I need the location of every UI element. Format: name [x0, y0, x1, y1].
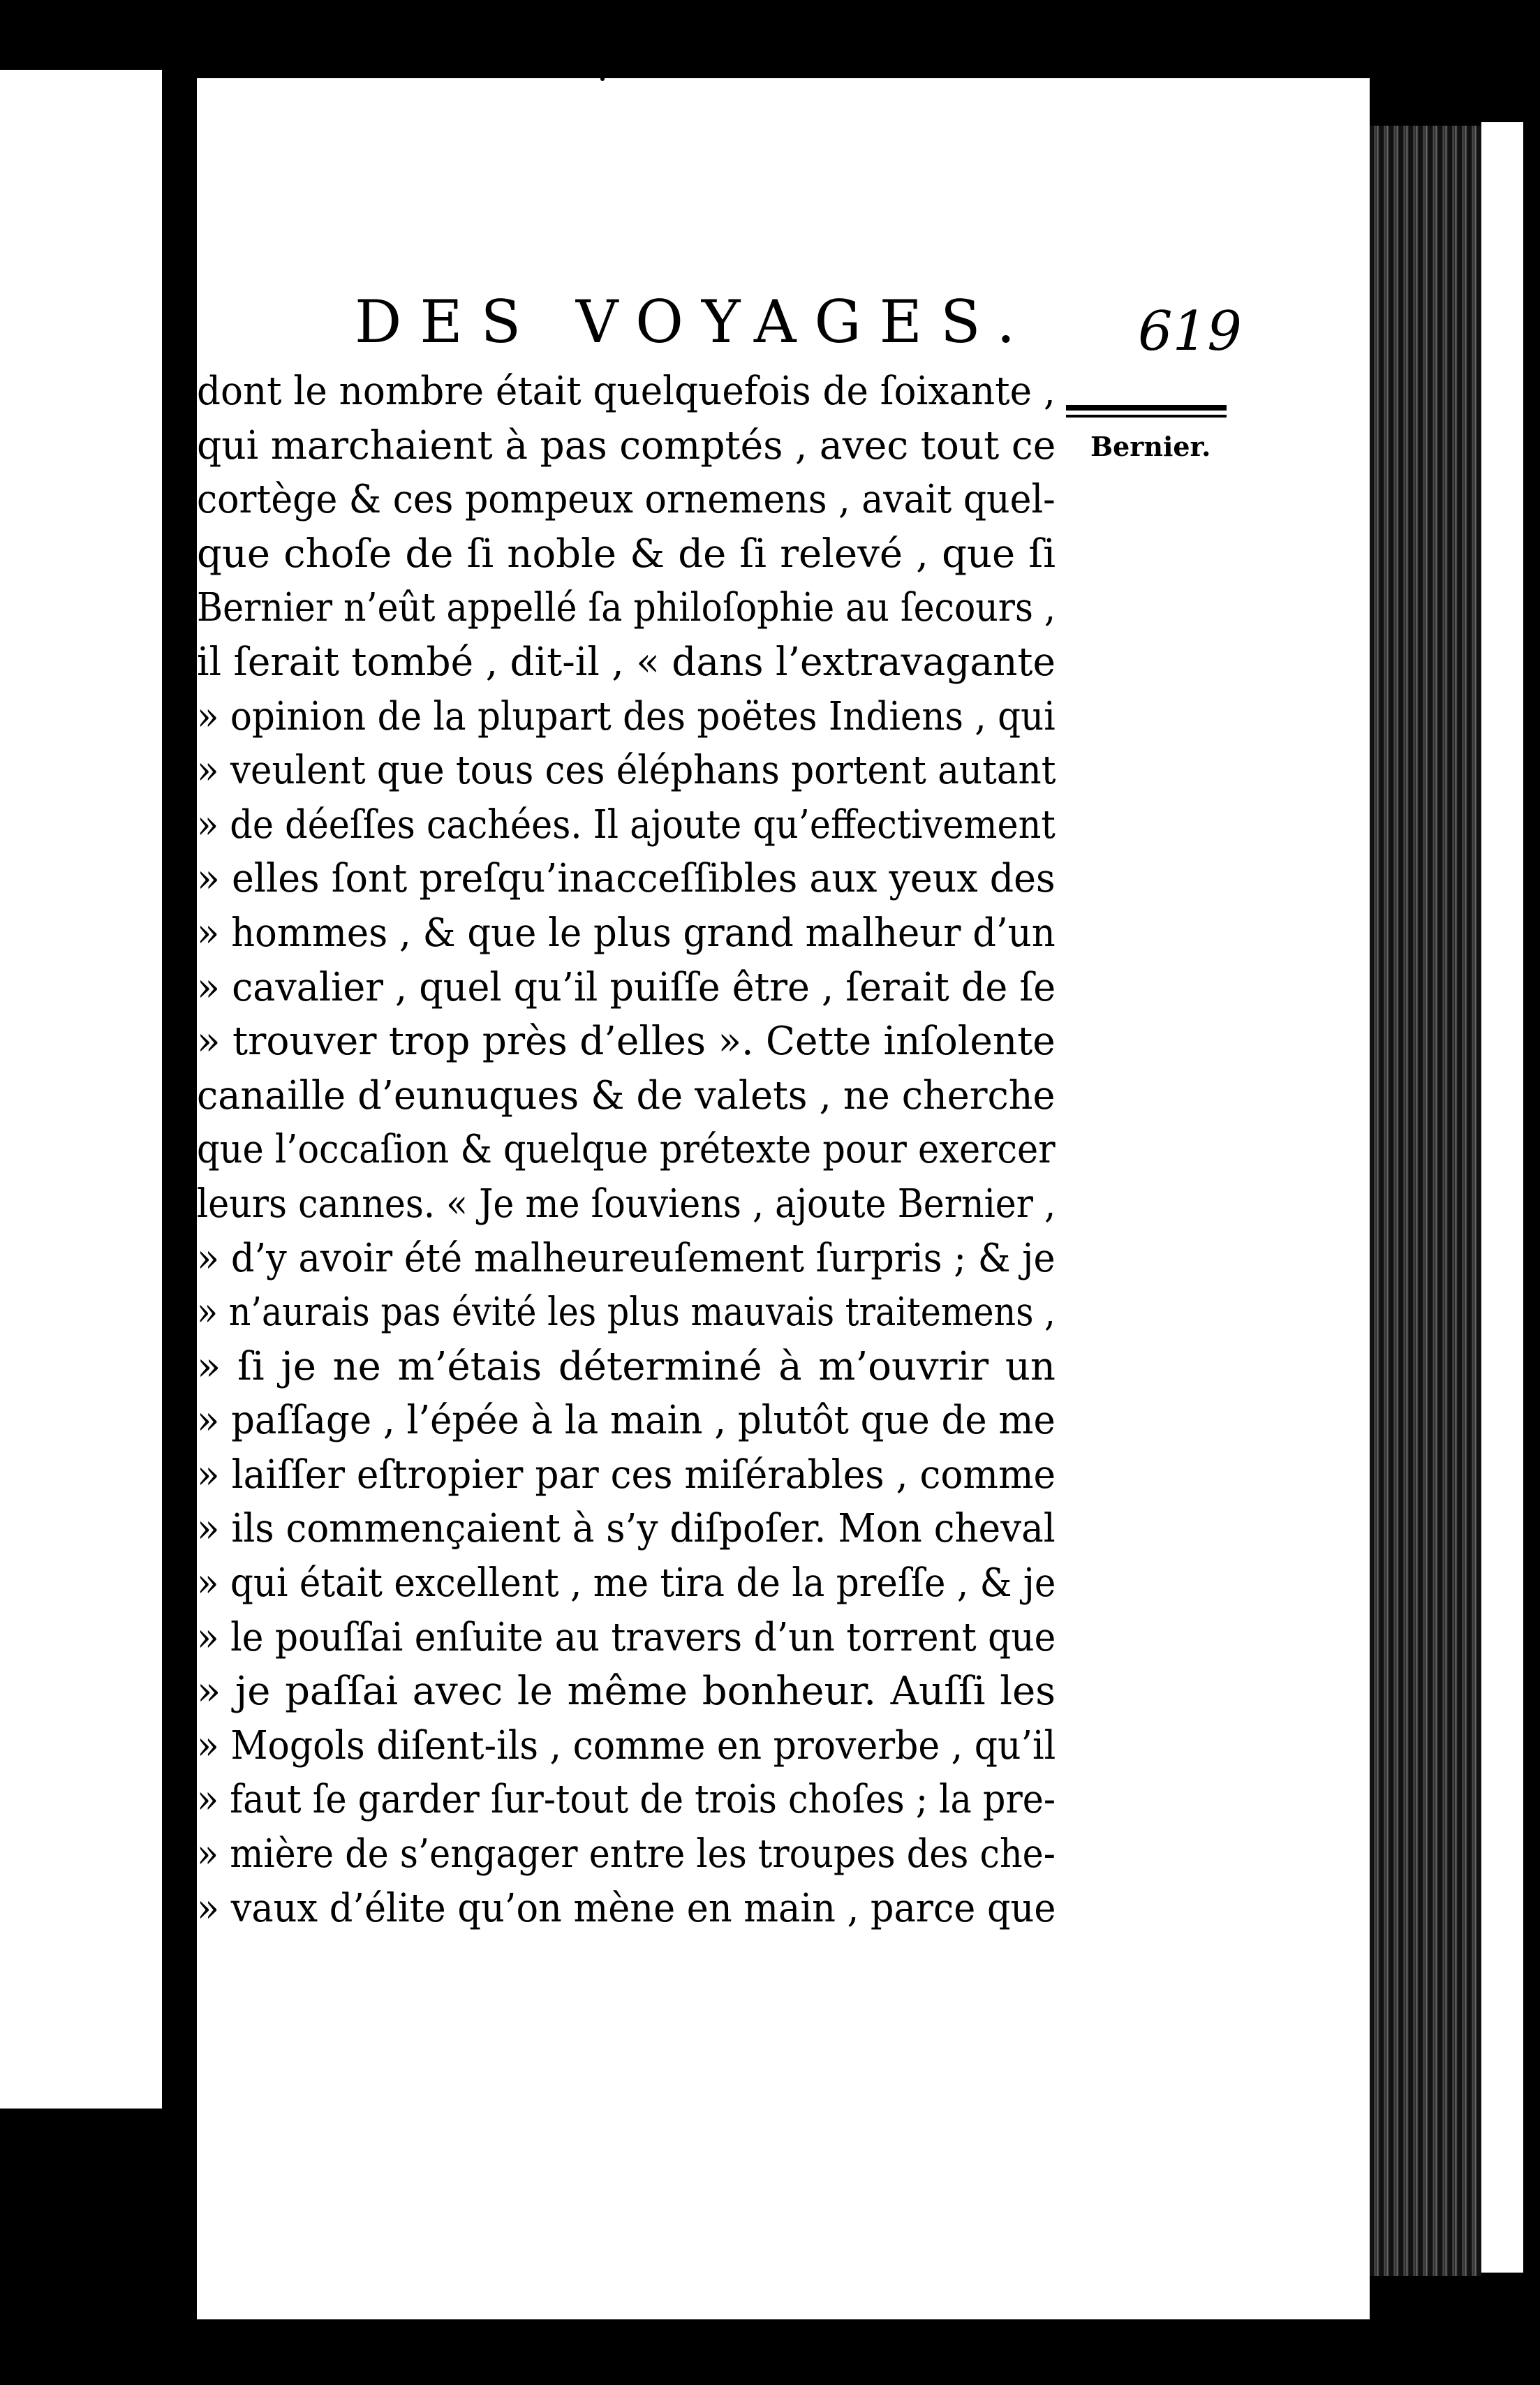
text-line: » hommes , & que le plus grand malheur d’un — [197, 910, 1056, 956]
text-line: canaille d’eunuques & de valets , ne cherche — [197, 1072, 1056, 1118]
text-line: » paſſage , l’épée à la main , plutôt que de me — [197, 1398, 1056, 1444]
trailing-leaf — [1481, 122, 1523, 2273]
text-line: qui marchaient à pas comptés , avec tout ce — [197, 422, 1056, 468]
thick-rule — [1066, 405, 1227, 411]
text-line: » opinion de la plupart des poëtes Indiens , qui — [197, 693, 1056, 739]
book-page — [197, 78, 1370, 2319]
scan-speck — [600, 77, 605, 81]
text-line: que l’occaſion & quelque prétexte pour exercer — [197, 1127, 1056, 1173]
text-line: » mière de s’engager entre les troupes des che- — [197, 1831, 1056, 1877]
text-line: » veulent que tous ces éléphans portent autant — [197, 748, 1056, 794]
text-line: » de déeſſes cachées. Il ajoute qu’effectivement — [197, 802, 1056, 848]
text-line: dont le nombre était quelquefois de ſoixante , — [197, 369, 1056, 414]
text-line: » je paſſai avec le même bonheur. Auſſi les — [197, 1669, 1056, 1715]
marginal-note: Bernier. — [1090, 431, 1211, 462]
page-number: 619 — [1138, 300, 1242, 363]
text-line: cortège & ces pompeux ornemens , avait quel- — [197, 477, 1056, 523]
text-line: Bernier n’eût appellé ſa philoſophie au ſecours , — [197, 585, 1056, 631]
text-line: » le pouſſai enſuite au travers d’un torrent que — [197, 1614, 1056, 1660]
text-line: » vaux d’élite qu’on mène en main , parce que — [197, 1885, 1056, 1931]
facing-page-edge — [0, 70, 162, 2109]
body-text — [197, 364, 1056, 1935]
thin-rule — [1066, 415, 1227, 418]
text-line: » n’aurais pas évité les plus mauvais traitemens , — [197, 1290, 1056, 1336]
page-edges — [1370, 126, 1481, 2276]
text-line: leurs cannes. « Je me ſouviens , ajoute Bernier , — [197, 1181, 1056, 1227]
text-line: » trouver trop près d’elles ». Cette inſolente — [197, 1019, 1056, 1065]
text-line: » cavalier , quel qu’il puiſſe être , ſerait de ſe — [197, 964, 1056, 1010]
text-line: » elles ſont preſqu’inacceſſibles aux yeux des — [197, 856, 1056, 902]
text-line: que choſe de ſi noble & de ſi relevé , que ſi — [197, 531, 1056, 577]
text-line: » qui était excellent , me tira de la preſſe , & je — [197, 1560, 1056, 1607]
text-line: » laiſſer eſtropier par ces miſérables , comme — [197, 1452, 1056, 1498]
text-line: il ſerait tombé , dit-il , « dans l’extravagante — [197, 639, 1056, 685]
text-line: » faut ſe garder ſur-tout de trois choſes ; la pre- — [197, 1777, 1056, 1823]
text-line: » d’y avoir été malheureuſement ſurpris ; & je — [197, 1235, 1056, 1281]
text-line: » ſi je ne m’étais déterminé à m’ouvrir un — [197, 1343, 1056, 1389]
scan-speck — [98, 28, 105, 35]
marginal-rule — [1066, 405, 1227, 426]
text-line: » Mogols diſent-ils , comme en proverbe , qu’il — [197, 1722, 1056, 1769]
gutter-shadow — [162, 70, 187, 2109]
running-title: DES VOYAGES. — [355, 288, 1034, 356]
text-line: » ils commençaient à s’y diſpoſer. Mon cheval — [197, 1506, 1056, 1552]
scan-speck — [1089, 63, 1095, 68]
